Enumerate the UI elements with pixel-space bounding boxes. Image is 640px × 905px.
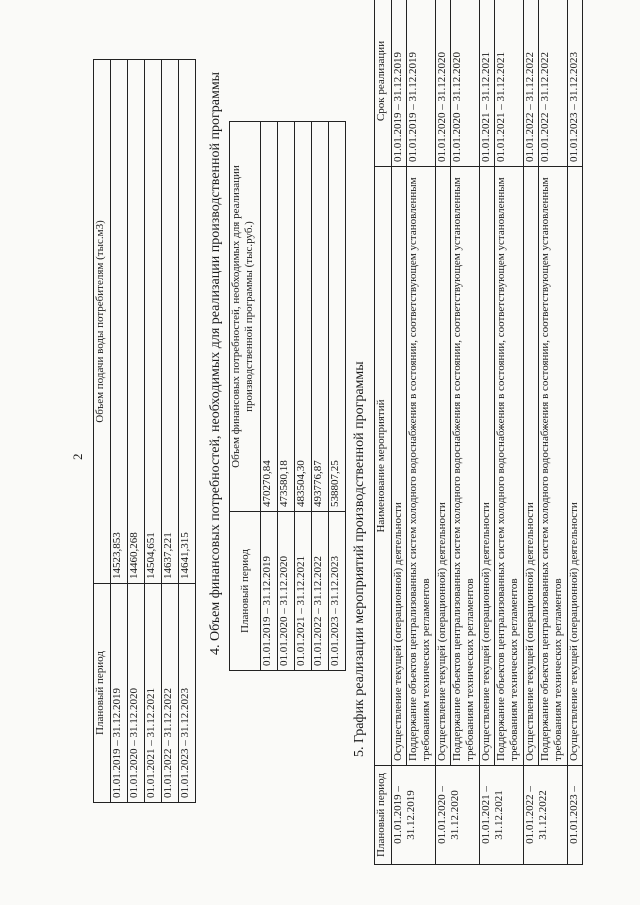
term-cell: 01.01.2023 – 31.12.2023 [568, 0, 583, 167]
header-term: Срок реализации [375, 0, 392, 167]
table-row [162, 60, 179, 803]
table-row [392, 0, 407, 865]
table-header-row [375, 0, 392, 865]
header-activity: Наименование мероприятий [375, 167, 392, 766]
term-cell: 01.01.2021 – 31.12.2021 [480, 0, 495, 167]
table-row [128, 60, 145, 803]
volume-cell: 14460,268 [128, 60, 145, 584]
header-period: Плановый период [94, 584, 111, 803]
table-row [436, 0, 451, 865]
section-5-title: 5. График реализации мероприятий производственной программы [352, 361, 367, 757]
activity-cell: Осуществление текущей (операционной) деятельности [524, 167, 539, 766]
activity-cell: Поддержание объектов централизованных систем холодного водоснабжения в состоянии, соответствующем установленным требованиям технических регламентов [451, 167, 480, 766]
period-cell: 01.01.2020 – 31.12.2020 [278, 512, 295, 671]
activity-cell: Осуществление текущей (операционной) деятельности [568, 167, 583, 766]
period-cell: 01.01.2019 – 31.12.2019 [392, 766, 436, 865]
activity-cell: Поддержание объектов централизованных систем холодного водоснабжения в состоянии, соответствующем установленным требованиям технических регламентов [539, 167, 568, 766]
table-row [278, 122, 295, 671]
period-cell: 01.01.2023 – 31.12.2023 [329, 512, 346, 671]
volume-cell: 14523,853 [111, 60, 128, 584]
term-cell: 01.01.2021 – 31.12.2021 [495, 0, 524, 167]
table-row [329, 122, 346, 671]
term-cell: 01.01.2019 – 31.12.2019 [392, 0, 407, 167]
table-row [495, 0, 524, 865]
term-cell: 01.01.2020 – 31.12.2020 [436, 0, 451, 167]
activity-cell: Поддержание объектов централизованных систем холодного водоснабжения в состоянии, соответствующем установленным требованиям технических регламентов [495, 167, 524, 766]
period-cell: 01.01.2022 – 31.12.2022 [524, 766, 568, 865]
table-row [261, 122, 278, 671]
schedule-table [374, 0, 583, 865]
period-cell: 01.01.2021 – 31.12.2021 [480, 766, 524, 865]
water-supply-table [93, 59, 196, 803]
period-cell: 01.01.2023 – [568, 766, 583, 865]
page-number: 2 [70, 453, 85, 460]
period-cell: 01.01.2021 – 31.12.2021 [295, 512, 312, 671]
table-row [145, 60, 162, 803]
header-period: Плановый период [230, 512, 261, 671]
period-cell: 01.01.2023 – 31.12.2023 [179, 584, 196, 803]
amount-cell: 493776,87 [312, 122, 329, 512]
period-cell: 01.01.2020 – 31.12.2020 [128, 584, 145, 803]
period-cell: 01.01.2019 – 31.12.2019 [111, 584, 128, 803]
table-row [568, 0, 583, 865]
table-row [480, 0, 495, 865]
activity-cell: Осуществление текущей (операционной) деятельности [392, 167, 407, 766]
table-row [524, 0, 539, 865]
term-cell: 01.01.2022 – 31.12.2022 [524, 0, 539, 167]
amount-cell: 473580,18 [278, 122, 295, 512]
table-row [407, 0, 436, 865]
period-cell: 01.01.2020 – 31.12.2020 [436, 766, 480, 865]
volume-cell: 14637,221 [162, 60, 179, 584]
term-cell: 01.01.2020 – 31.12.2020 [451, 0, 480, 167]
period-cell: 01.01.2022 – 31.12.2022 [162, 584, 179, 803]
table-header-row [230, 122, 261, 671]
header-volume: Объем подачи воды потребителям (тыс.м3) [94, 60, 111, 584]
header-financial: Объем финансовых потребностей, необходимых для реализации производственной программы (тыс.руб.) [230, 122, 261, 512]
period-cell: 01.01.2019 – 31.12.2019 [261, 512, 278, 671]
table-row [539, 0, 568, 865]
period-cell: 01.01.2022 – 31.12.2022 [312, 512, 329, 671]
amount-cell: 538807,25 [329, 122, 346, 512]
table-row [312, 122, 329, 671]
table-header-row [94, 60, 111, 803]
financial-needs-table [229, 121, 346, 671]
table-row [111, 60, 128, 803]
activity-cell: Поддержание объектов централизованных систем холодного водоснабжения в состоянии, соответствующем установленным требованиям технических регламентов [407, 167, 436, 766]
volume-cell: 14641,315 [179, 60, 196, 584]
table-row [179, 60, 196, 803]
activity-cell: Осуществление текущей (операционной) деятельности [480, 167, 495, 766]
period-cell: 01.01.2021 – 31.12.2021 [145, 584, 162, 803]
header-period: Плановый период [375, 766, 392, 865]
activity-cell: Осуществление текущей (операционной) деятельности [436, 167, 451, 766]
section-4-title: 4. Объем финансовых потребностей, необходимых для реализации производственной программы [208, 71, 223, 655]
table-row [295, 122, 312, 671]
volume-cell: 14504,651 [145, 60, 162, 584]
amount-cell: 470270,84 [261, 122, 278, 512]
table-row [451, 0, 480, 865]
term-cell: 01.01.2019 – 31.12.2019 [407, 0, 436, 167]
amount-cell: 483504,30 [295, 122, 312, 512]
term-cell: 01.01.2022 – 31.12.2022 [539, 0, 568, 167]
